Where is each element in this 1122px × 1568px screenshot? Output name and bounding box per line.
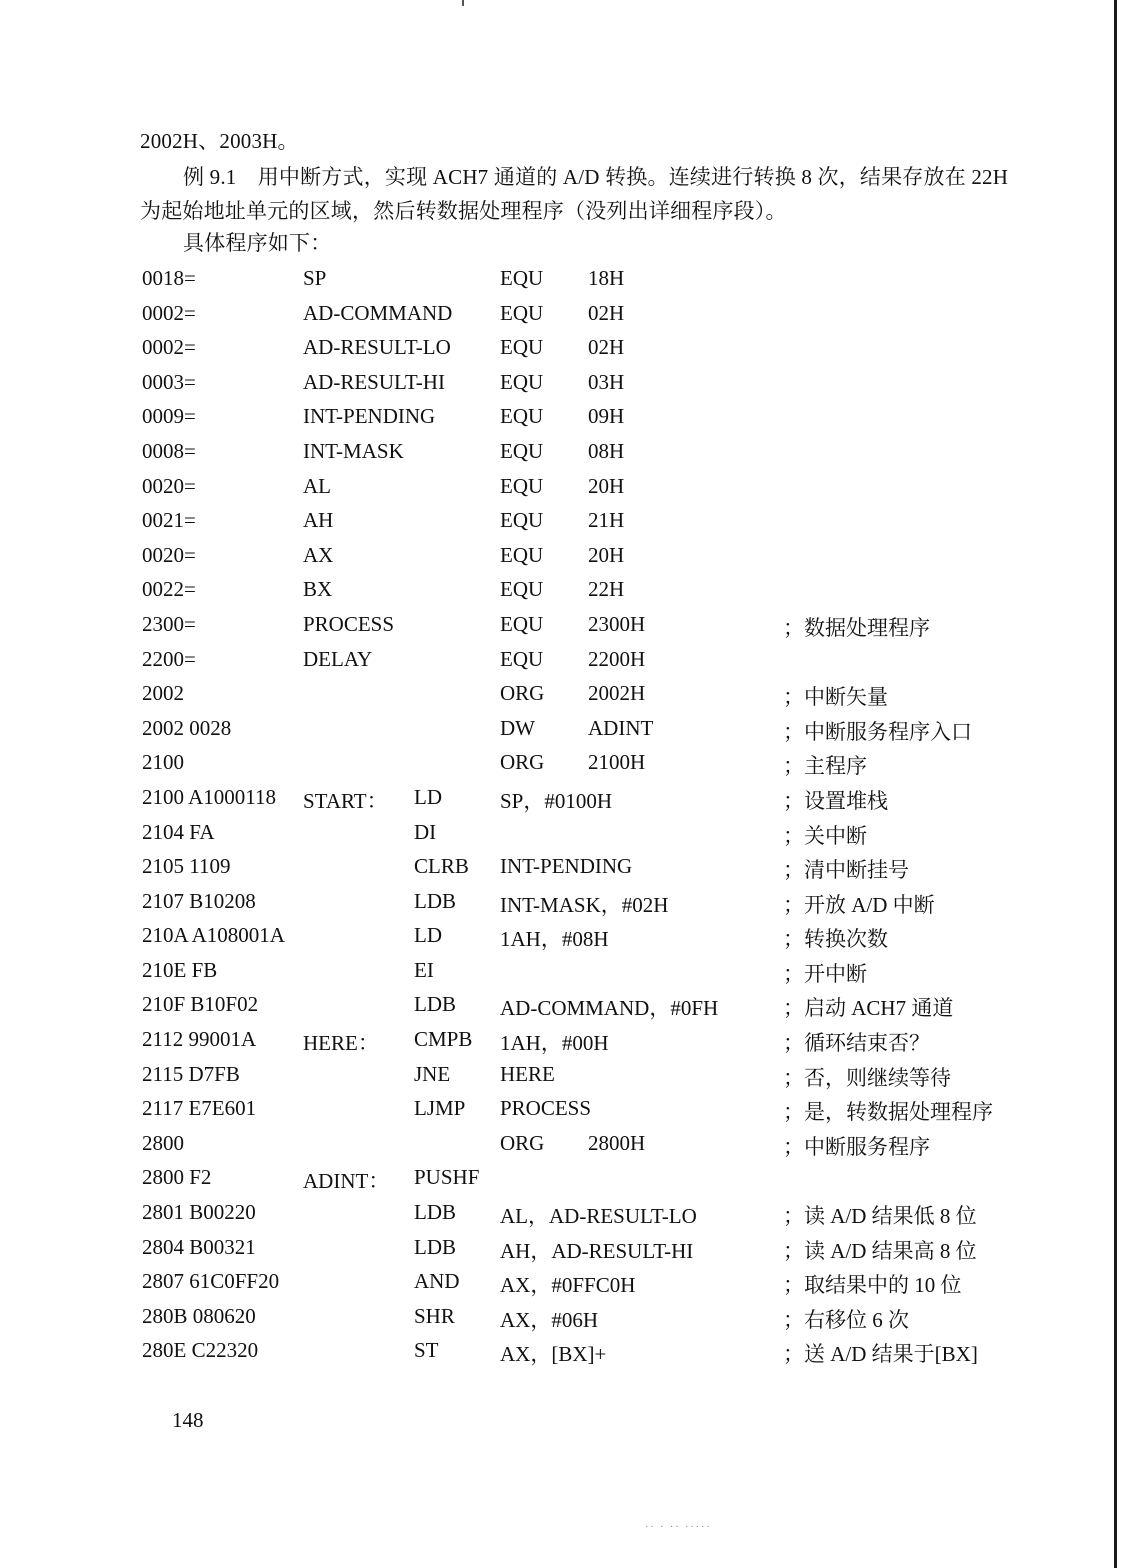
code-address: 210A A108001A	[142, 923, 285, 948]
code-comment: ；否，则继续等待	[783, 1065, 951, 1090]
code-line	[0, 923, 1110, 958]
code-address: 280E C22320	[142, 1338, 259, 1363]
code-line	[0, 854, 1110, 889]
code-line	[0, 370, 1110, 405]
code-line	[0, 647, 1110, 682]
scan-edge-line	[1114, 0, 1117, 1568]
code-label: PROCESS	[303, 611, 395, 636]
code-operand-2: 2200H	[588, 646, 646, 671]
code-line	[0, 1131, 1110, 1166]
code-line	[0, 335, 1110, 370]
code-line	[0, 1304, 1110, 1339]
code-line	[0, 508, 1110, 543]
scan-specks: ·· · ·· ·····	[645, 1522, 712, 1533]
code-label: ADINT：	[303, 1169, 390, 1194]
code-operand-2: 21H	[588, 508, 625, 533]
code-operand-2: 2300H	[588, 611, 646, 636]
code-operand: EQU	[500, 646, 544, 671]
code-comment: ；右移位 6 次	[783, 1307, 909, 1332]
code-address: 210E FB	[142, 957, 218, 982]
code-line	[0, 992, 1110, 1027]
code-operand: AX，#0FFC0H	[500, 1273, 636, 1298]
intro-line-3: 为起始地址单元的区域，然后转数据处理程序（没列出详细程序段）。	[140, 199, 787, 223]
code-comment: ；主程序	[783, 754, 867, 779]
code-opcode: JNE	[414, 1061, 451, 1086]
code-operand: EQU	[500, 300, 544, 325]
code-address: 2100	[142, 750, 184, 775]
code-line	[0, 266, 1110, 301]
code-comment: ；数据处理程序	[783, 615, 930, 640]
code-opcode: LD	[414, 784, 442, 809]
code-operand: PROCESS	[500, 1096, 592, 1121]
code-comment: ；取结果中的 10 位	[783, 1273, 962, 1298]
code-operand-2: 2800H	[588, 1130, 646, 1155]
code-line	[0, 1165, 1110, 1200]
code-opcode: SHR	[414, 1303, 455, 1328]
code-line	[0, 750, 1110, 785]
code-operand-2: 02H	[588, 335, 625, 360]
code-comment: ；读 A/D 结果低 8 位	[783, 1204, 977, 1229]
code-operand: AL，AD-RESULT-LO	[500, 1204, 697, 1229]
code-address: 0020=	[142, 473, 196, 498]
code-comment: ；中断服务程序入口	[783, 719, 972, 744]
code-address: 2804 B00321	[142, 1234, 256, 1259]
code-label: BX	[303, 577, 333, 602]
code-line	[0, 474, 1110, 509]
code-address: 2002	[142, 681, 184, 706]
code-address: 0022=	[142, 577, 196, 602]
page-number: 148	[172, 1408, 204, 1432]
code-label: AH	[303, 508, 334, 533]
code-operand: EQU	[500, 542, 544, 567]
code-operand-2: 18H	[588, 266, 625, 290]
code-operand: ORG	[500, 750, 545, 775]
code-label: AD-RESULT-HI	[303, 369, 445, 394]
code-line	[0, 1096, 1110, 1131]
code-operand: EQU	[500, 473, 544, 498]
code-address: 2800	[142, 1130, 184, 1155]
code-operand: EQU	[500, 577, 544, 602]
code-opcode: PUSHF	[414, 1165, 480, 1190]
code-address: 2107 B10208	[142, 888, 256, 913]
code-opcode: LJMP	[414, 1096, 466, 1121]
code-line	[0, 681, 1110, 716]
code-opcode: CMPB	[414, 1027, 473, 1052]
code-comment: ；启动 ACH7 通道	[783, 996, 954, 1021]
code-line	[0, 1027, 1110, 1062]
code-opcode: LD	[414, 923, 442, 948]
code-operand: ORG	[500, 681, 545, 706]
code-line	[0, 716, 1110, 751]
code-label: AD-RESULT-LO	[303, 335, 451, 360]
code-address: 0020=	[142, 542, 196, 567]
code-line	[0, 1338, 1110, 1373]
code-line	[0, 889, 1110, 924]
code-operand: EQU	[500, 335, 544, 360]
code-comment: ；关中断	[783, 823, 867, 848]
code-label: HERE：	[303, 1031, 379, 1056]
code-operand: SP，#0100H	[500, 788, 613, 813]
code-address: 2112 99001A	[142, 1027, 257, 1052]
code-operand-2: 2100H	[588, 750, 646, 775]
code-line	[0, 577, 1110, 612]
code-address: 2807 61C0FF20	[142, 1269, 280, 1294]
code-comment: ；设置堆栈	[783, 788, 888, 813]
code-comment: ；读 A/D 结果高 8 位	[783, 1238, 977, 1263]
code-line	[0, 612, 1110, 647]
code-label: INT-PENDING	[303, 404, 436, 429]
code-line	[0, 1062, 1110, 1097]
code-address: 2100 A1000118	[142, 784, 276, 809]
code-operand: INT-MASK，#02H	[500, 892, 669, 917]
code-line	[0, 785, 1110, 820]
code-operand: 1AH，#00H	[500, 1031, 609, 1056]
code-label: DELAY	[303, 646, 373, 671]
code-comment: ；送 A/D 结果于[BX]	[783, 1342, 978, 1367]
code-operand-2: 09H	[588, 404, 625, 429]
code-operand: DW	[500, 715, 535, 740]
code-operand: AH，AD-RESULT-HI	[500, 1238, 694, 1263]
code-label: SP	[303, 266, 327, 290]
code-address: 2800 F2	[142, 1165, 212, 1190]
code-address: 0002=	[142, 335, 196, 360]
code-operand: EQU	[500, 266, 544, 290]
code-address: 2002 0028	[142, 715, 232, 740]
code-operand-2: 20H	[588, 473, 625, 498]
code-opcode: LDB	[414, 1200, 456, 1225]
code-operand: INT-PENDING	[500, 854, 633, 879]
code-address: 0021=	[142, 508, 196, 533]
code-comment: ；循环结束否？	[783, 1031, 930, 1056]
code-line	[0, 543, 1110, 578]
code-address: 280B 080620	[142, 1303, 256, 1328]
code-comment: ；转换次数	[783, 927, 888, 952]
code-operand: EQU	[500, 611, 544, 636]
code-comment: ；开放 A/D 中断	[783, 892, 935, 917]
code-line	[0, 439, 1110, 474]
code-opcode: EI	[414, 957, 434, 982]
code-line	[0, 1200, 1110, 1235]
scan-mark	[462, 0, 464, 6]
code-comment: ；中断服务程序	[783, 1134, 930, 1159]
code-operand-2: 03H	[588, 369, 625, 394]
code-comment: ；开中断	[783, 961, 867, 986]
code-address: 2117 E7E601	[142, 1096, 257, 1121]
code-line	[0, 404, 1110, 439]
code-operand: EQU	[500, 508, 544, 533]
code-address: 2801 B00220	[142, 1200, 256, 1225]
example-heading: 例 9.1 用中断方式，实现 ACH7 通道的 A/D 转换。连续进行转换 8 次，结果存放在 22H	[183, 165, 1009, 189]
code-opcode: LDB	[414, 992, 456, 1017]
code-address: 0003=	[142, 369, 196, 394]
code-label: AX	[303, 542, 334, 567]
code-address: 2300=	[142, 611, 196, 636]
code-comment: ；中断矢量	[783, 685, 888, 710]
code-line	[0, 1235, 1110, 1270]
code-comment: ；清中断挂号	[783, 858, 909, 883]
code-operand: ORG	[500, 1130, 545, 1155]
code-operand-2: 22H	[588, 577, 625, 602]
intro-line-4: 具体程序如下：	[183, 231, 332, 255]
code-address: 210F B10F02	[142, 992, 259, 1017]
assembly-listing	[0, 266, 1110, 1373]
code-address: 0009=	[142, 404, 196, 429]
code-opcode: LDB	[414, 888, 456, 913]
code-operand-2: 02H	[588, 300, 625, 325]
code-opcode: ST	[414, 1338, 439, 1363]
code-address: 2200=	[142, 646, 196, 671]
code-operand: EQU	[500, 404, 544, 429]
code-operand-2: 2002H	[588, 681, 646, 706]
code-line	[0, 1269, 1110, 1304]
code-operand: EQU	[500, 369, 544, 394]
code-label: START：	[303, 788, 388, 813]
code-operand-2: 20H	[588, 542, 625, 567]
code-line	[0, 301, 1110, 336]
code-address: 0002=	[142, 300, 196, 325]
code-label: AL	[303, 473, 331, 498]
code-line	[0, 820, 1110, 855]
code-operand-2: ADINT	[588, 715, 654, 740]
code-address: 2104 FA	[142, 819, 215, 844]
code-address: 2115 D7FB	[142, 1061, 240, 1086]
code-comment: ；是，转数据处理程序	[783, 1100, 993, 1125]
code-opcode: AND	[414, 1269, 460, 1294]
code-operand: EQU	[500, 438, 544, 463]
code-operand: AD-COMMAND，#0FH	[500, 996, 719, 1021]
code-operand-2: 08H	[588, 438, 625, 463]
code-opcode: CLRB	[414, 854, 469, 879]
code-opcode: DI	[414, 819, 437, 844]
code-address: 2105 1109	[142, 854, 231, 879]
code-operand: AX，[BX]+	[500, 1342, 607, 1367]
code-label: AD-COMMAND	[303, 300, 453, 325]
code-operand: AX，#06H	[500, 1307, 598, 1332]
intro-line-1: 2002H、2003H。	[140, 129, 299, 153]
code-operand: 1AH，#08H	[500, 927, 609, 952]
code-operand: HERE	[500, 1061, 555, 1086]
code-address: 0018=	[142, 266, 196, 290]
code-opcode: LDB	[414, 1234, 456, 1259]
code-line	[0, 958, 1110, 993]
code-address: 0008=	[142, 438, 196, 463]
code-label: INT-MASK	[303, 438, 404, 463]
